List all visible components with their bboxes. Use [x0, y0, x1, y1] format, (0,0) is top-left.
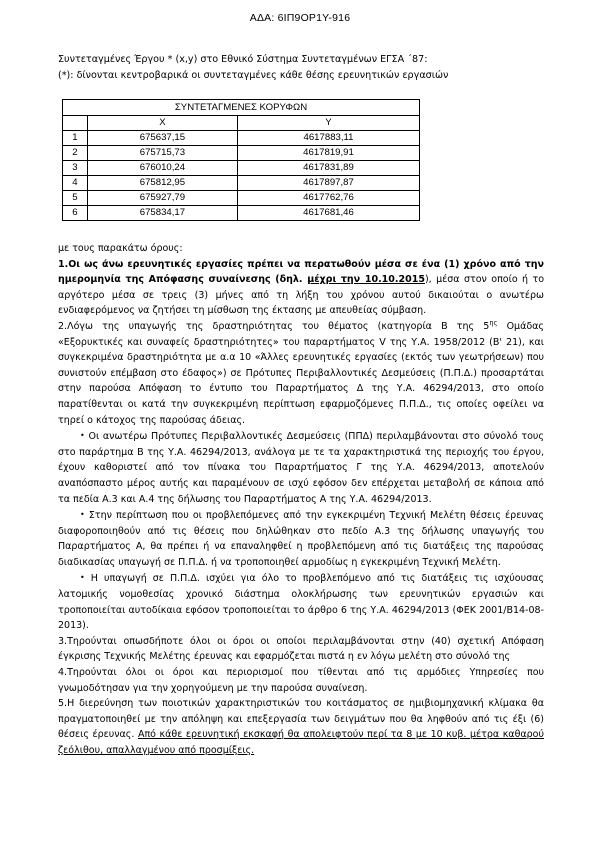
bullet-icon: •: [80, 510, 85, 520]
table-header-blank: [63, 116, 88, 131]
term-5-text-a: 5.Η διερεύνηση των ποιοτικών χαρακτηριστικών του κοιτάσματος σε ημιβιομηχανική κλίμακα θα πραγματοποιηθεί με την απόληψη και επεξεργασία των δειγμάτων που θα ληφθούν από τις έξι (6) θέσεις έρευνας.: [58, 698, 544, 741]
row-y-value: 4617897,87: [238, 176, 420, 191]
term-2-bullet-3: [58, 570, 544, 633]
term-1-text-a: 1.Οι ως άνω ερευνητικές εργασίες πρέπει να περατωθούν μέσα σε ένα (1) χρόνο από την ημερομηνία της Απόφασης συναίνεσης (δηλ.: [58, 258, 544, 286]
ada-reference-header: ΑΔΑ: 6ΙΠ9ΟΡ1Υ-916: [249, 12, 351, 24]
table-row: [63, 161, 420, 176]
coordinates-intro-line1: Συντεταγμένες Έργου * (x,y) στο Εθνικό Σύστημα Συντεταγμένων ΕΓΣΑ ΄87:: [58, 54, 428, 65]
row-index: 2: [63, 146, 88, 161]
row-x-value: 675812,95: [87, 176, 237, 191]
row-x-value: 675927,79: [87, 191, 237, 206]
row-x-value: 675715,73: [87, 146, 237, 161]
table-row: [63, 131, 420, 146]
term-2-bullet-2-text: Στην περίπτωση που οι προβλεπόμενες από την εγκεκριμένη Τεχνική Μελέτη θέσεις έρευνας διαφοροποιηθούν από τις θέσεις που δηλώθηκαν στο πεδίο Α.3 της δήλωσης υπαγωγής του Παραρτήματος Α, θα πρέπει ή να επαναληφθεί η προβλεπόμενη από τις διατάξεις της παρούσας διαδικασίας υπαγωγή σε Π.Π.Δ. ή να τροποποιηθεί αρμοδίως η εγκεκριμένη Τεχνική Μελέτη.: [58, 510, 544, 568]
term-2-bullet-3-text: Η υπαγωγή σε Π.Π.Δ. ισχύει για όλο το προβλεπόμενο από τις διατάξεις τις ισχύουσας λατομικής νομοθεσίας χρονικό διάστημα ολοκλήρωσης των ερευνητικών εργασιών και τροποποιείται αυτοδίκαια εφόσον τροποποιείται το άρθρο 6 της Υ.Α. 46294/2013 (ΦΕΚ 2001/Β14-08-2013).: [58, 573, 544, 632]
term-1-text-b: ), μέσα στον οποίο ή το αργότερο μέσα σε τρεις (3) μήνες από τη λήξη του χρόνου αυτού δικαιούται ο ανωτέρω ενδιαφερόμενος να ζητήσει τη μίσθωση της έκτασης με απευθείας σύμβαση.: [58, 274, 545, 317]
terms-body: [58, 241, 544, 759]
row-y-value: 4617831,89: [238, 161, 420, 176]
table-row: [63, 176, 420, 191]
row-index: 3: [63, 161, 88, 176]
row-index: 4: [63, 176, 88, 191]
coordinates-intro-line2: (*): δίνονται κεντροβαρικά οι συντεταγμένες κάθε θέσης ερευνητικών εργασιών: [58, 69, 449, 81]
table-row: [63, 146, 420, 161]
term-2-ordinal-suffix: ης: [489, 318, 498, 327]
table-title-cell: ΣΥΝΤΕΤΑΓΜΕΝΕΣ ΚΟΡΥΦΩΝ: [63, 100, 420, 116]
term-2-bullet-1: [58, 428, 544, 507]
term-2-bullet-2: [58, 507, 544, 570]
bullet-icon: •: [80, 573, 85, 583]
row-x-value: 676010,24: [87, 161, 237, 176]
term-paragraph-2: [58, 319, 544, 428]
term-2-bullet-1-text: Οι ανωτέρω Πρότυπες Περιβαλλοντικές Δεσμεύσεις (ΠΠΔ) περιλαμβάνονται στο σύνολό τους στο παράρτημα Β της Υ.Α. 46294/2013, ανάλογα με τε τα χαρακτηριστικά της περιοχής του έργου, έχουν καθοριστεί από τον πίνακα του Παραρτήματος Γ της Υ.Α. 46294/2013, αποτελούν αναπόσπαστο μέρος αυτής και παραμένουν σε ισχύ εφόσον δεν επέρχεται μεταβολή σε κάποια από τα πεδία Α.3 και Α.4 της δήλωσης του Παραρτήματος Α της Υ.Α. 46294/2013.: [58, 431, 544, 505]
row-index: 6: [63, 206, 88, 221]
table-title-row: [63, 100, 420, 116]
table-row: [63, 206, 420, 221]
coordinates-table-body: [63, 100, 420, 221]
term-paragraph-1: [58, 257, 544, 319]
coordinates-table: [62, 99, 420, 221]
bullet-icon: •: [80, 431, 85, 441]
row-y-value: 4617883,11: [238, 131, 420, 146]
term-2-text-a: 2.Λόγω της υπαγωγής της δραστηριότητας του θέματος (κατηγορία Β της 5: [58, 320, 490, 332]
terms-lead-in: με τους παρακάτω όρους:: [58, 243, 183, 254]
term-paragraph-4: 4.Τηρούνται όλοι οι όροι και περιορισμοί που τίθενται από τις αρμόδιες Υπηρεσίες που γνωμοδότησαν για την χορηγούμενη με την παρούσα συναίνεση.: [58, 667, 544, 694]
term-1-deadline: μέχρι την 10.10.2015: [307, 274, 425, 286]
term-2-text-b: Ομάδας «Εξορυκτικές και συναφείς δραστηριότητες» του παραρτήματος V της Υ.Α. 1958/2012 (Β' 21), και συγκεκριμένα δραστηριότητα με α.α 10 «Άλλες ερευνητικές εργασίες (εκτός των γεωτρήσεων) που συνιστούν επέμβαση στο έδαφος») σε Πρότυπες Περιβαλλοντικές Δεσμεύσεις (Π.Π.Δ.) προσαρτάται στην παρούσα Απόφαση το έντυπο του Παραρτήματος Δ της Υ.Α. 46294/2013, στο οποίο παρατίθενται οι κατά την συγκεκριμένη περίπτωση εφαρμοζόμενες Π.Π.Δ., τις οποίες οφείλει να τηρεί ο κάτοχος της παρούσας άδειας.: [58, 320, 544, 426]
table-header-row: [63, 116, 420, 131]
coordinates-table-container: [62, 99, 420, 221]
row-y-value: 4617681,46: [238, 206, 420, 221]
row-index: 1: [63, 131, 88, 146]
table-row: [63, 191, 420, 206]
term-paragraph-3: 3.Τηρούνται οπωσδήποτε όλοι οι όροι οι οποίοι περιλαμβάνονται στην (40) σχετική Απόφαση έγκρισης Τεχνικής Μελέτης έρευνας και εφαρμόζεται πιστά η εν λόγω μελέτη στο σύνολό της: [58, 635, 544, 663]
table-header-y: Y: [238, 116, 420, 131]
row-index: 5: [63, 191, 88, 206]
row-x-value: 675834,17: [87, 206, 237, 221]
term-paragraph-5: [58, 696, 544, 758]
row-y-value: 4617819,91: [238, 146, 420, 161]
row-y-value: 4617762,76: [238, 191, 420, 206]
coordinates-intro: [58, 52, 544, 83]
table-header-x: X: [87, 116, 237, 131]
term-5-emphasis: Από κάθε ερευνητική εκσκαφή θα απολειφτούν περί τα 8 με 10 κυβ. μέτρα καθαρού ζεόλιθου, απαλλαγμένου από προσμίξεις.: [58, 729, 544, 756]
row-x-value: 675637,15: [87, 131, 237, 146]
